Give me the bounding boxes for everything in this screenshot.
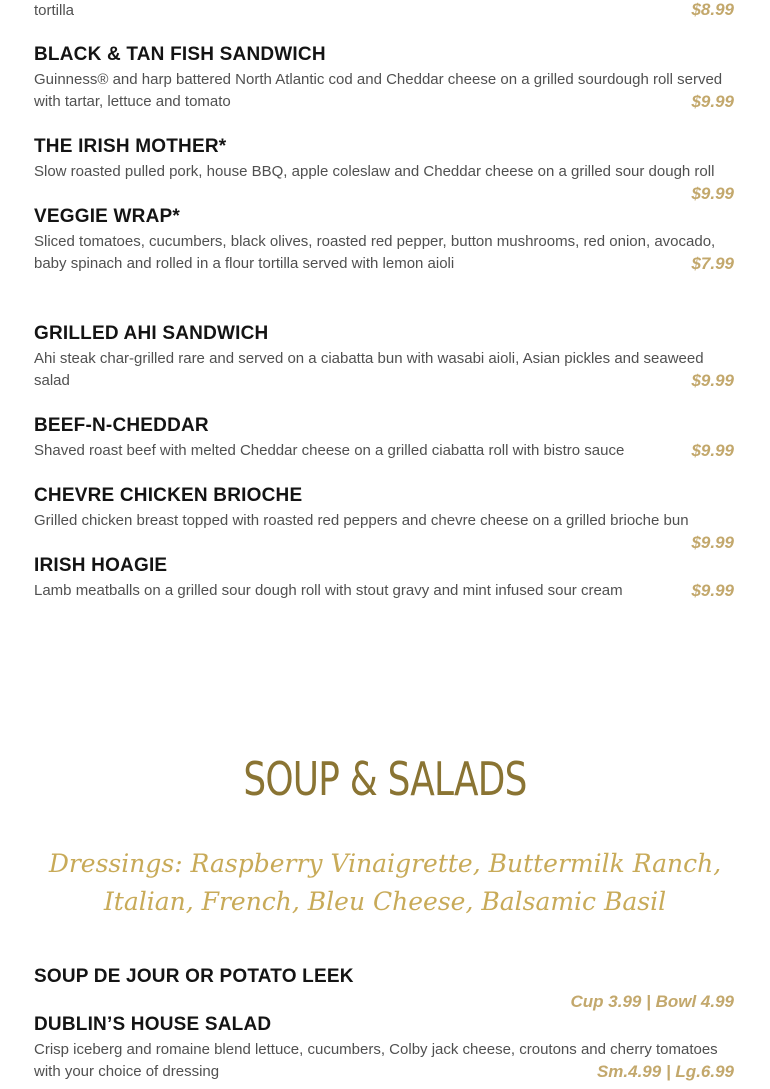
item-price: $9.99 [691,533,734,552]
item-description: Ahi steak char-grilled rare and served on a ciabatta bun with wasabi aioli, Asian pickles and seaweed salad [34,350,704,389]
item-title-house-salad: DUBLIN’S HOUSE SALAD [34,1014,272,1035]
item-description: Sliced tomatoes, cucumbers, black olives, roasted red pepper, button mushrooms, red onion, avocado, baby spinach and rolled in a flour tortilla served with lemon aioli [34,233,716,272]
item-title-irish-hoagie: IRISH HOAGIE [34,555,168,576]
item-price: $9.99 [691,92,734,111]
dressings-note: Dressings: Raspberry Vinaigrette, Buttermilk Ranch, Italian, French, Bleu Cheese, Balsamic Basil [48,849,722,916]
item-price: $9.99 [691,184,734,203]
item-price: $9.99 [691,441,734,460]
item-title-grilled-ahi: GRILLED AHI SANDWICH [34,323,269,344]
item-description: Shaved roast beef with melted Cheddar cheese on a grilled ciabatta roll with bistro sauce [34,442,625,459]
item-price: $9.99 [691,581,734,600]
item-description-fragment: tortilla [34,2,75,19]
item-price: $7.99 [691,254,734,273]
item-description: Lamb meatballs on a grilled sour dough roll with stout gravy and mint infused sour cream [34,582,623,599]
section-heading-soup-salads: SOUP & SALADS [243,752,527,806]
item-description: Slow roasted pulled pork, house BBQ, apple coleslaw and Cheddar cheese on a grilled sour dough roll [34,163,715,180]
item-price: Cup 3.99 | Bowl 4.99 [570,992,734,1011]
item-title-black-tan: BLACK & TAN FISH SANDWICH [34,44,326,65]
item-title-beef-n-cheddar: BEEF-N-CHEDDAR [34,415,209,436]
item-title-irish-mother: THE IRISH MOTHER* [34,136,227,157]
item-description: Grilled chicken breast topped with roasted red peppers and chevre cheese on a grilled brioche bun [34,512,689,529]
item-description: Crisp iceberg and romaine blend lettuce, cucumbers, Colby jack cheese, croutons and cherry tomatoes with your choice of dressing [34,1041,718,1080]
item-price: $9.99 [691,371,734,390]
item-price: Sm.4.99 | Lg.6.99 [596,1062,734,1081]
item-title-soup-de-jour: SOUP DE JOUR OR POTATO LEEK [34,966,354,987]
item-title-chevre-chicken: CHEVRE CHICKEN BRIOCHE [34,485,303,506]
item-price: $8.99 [691,0,734,19]
item-description: Guinness® and harp battered North Atlantic cod and Cheddar cheese on a grilled sourdough roll served with tartar, lettuce and tomato [34,71,723,110]
item-title-veggie-wrap: VEGGIE WRAP* [34,206,180,227]
